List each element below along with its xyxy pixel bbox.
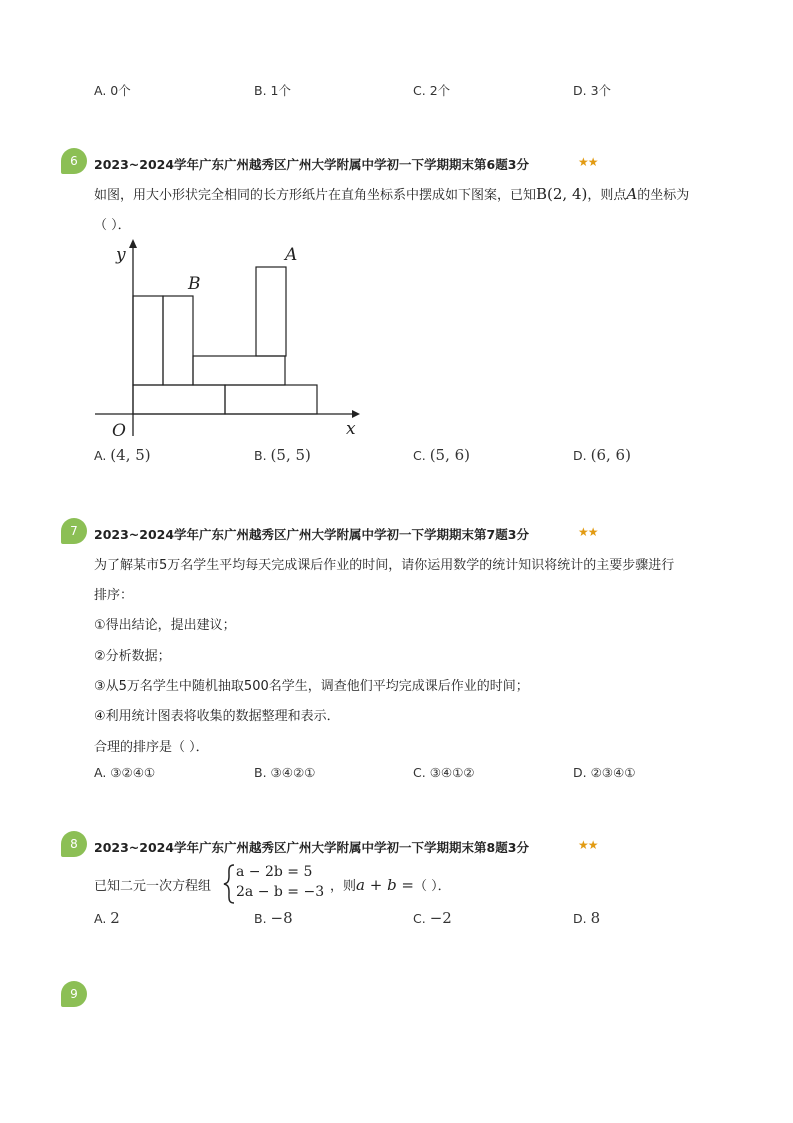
- question-stem: 已知二元一次方程组: [94, 879, 212, 894]
- q7-option-c[interactable]: C. ③④①②: [413, 765, 475, 780]
- rect-bottom-left: [133, 385, 225, 414]
- question-number-badge: 6: [61, 148, 87, 174]
- equation-1: a − 2b = 5: [236, 864, 313, 880]
- difficulty-stars: ★★: [578, 525, 598, 539]
- difficulty-stars: ★★: [578, 838, 598, 852]
- step-2: ②分析数据；: [94, 649, 171, 664]
- point-b-coord: B(2, 4): [536, 185, 588, 203]
- q6-option-d[interactable]: D. (6, 6): [573, 446, 631, 464]
- rect-bottom-right: [225, 385, 317, 414]
- question-header: 2023~2024学年广东广州越秀区广州大学附属中学初一下学期期末第7题3分: [94, 527, 529, 542]
- rect-vertical-a: [256, 267, 286, 356]
- question-stem-line: 排序：: [94, 588, 134, 603]
- step-4: ④利用统计图表将收集的数据整理和表示．: [94, 709, 340, 724]
- question-prompt: 合理的排序是（ ）．: [94, 740, 209, 755]
- question-number-badge: 9: [61, 981, 87, 1007]
- q8-option-d[interactable]: D. 8: [573, 909, 601, 927]
- q8-option-c[interactable]: C. −2: [413, 909, 452, 927]
- x-axis-arrow: [352, 410, 360, 418]
- q7-option-d[interactable]: D. ②③④①: [573, 765, 636, 780]
- question-header: 2023~2024学年广东广州越秀区广州大学附属中学初一下学期期末第8题3分: [94, 840, 529, 855]
- difficulty-stars: ★★: [578, 155, 598, 169]
- label-x: x: [346, 419, 356, 439]
- q7-option-b[interactable]: B. ③④②①: [254, 765, 316, 780]
- coordinate-figure: [90, 238, 370, 444]
- label-y: y: [116, 245, 126, 265]
- step-1: ①得出结论，提出建议；: [94, 618, 236, 633]
- q5-option-c[interactable]: C. 2个: [413, 83, 451, 98]
- rect-vertical-2: [163, 296, 193, 385]
- label-b: B: [188, 274, 201, 294]
- equation-2: 2a − b = −3: [236, 884, 325, 900]
- question-stem: 为了解某市5万名学生平均每天完成课后作业的时间，请你运用数学的统计知识将统计的主要步骤进行: [94, 558, 675, 573]
- question-stem: 如图，用大小形状完全相同的长方形纸片在直角坐标系中摆成如下图案，已知B(2, 4)，则点A的坐标为: [94, 185, 690, 203]
- y-axis-arrow: [129, 239, 137, 248]
- question-stem-tail: ，则a + b =（ ）．: [330, 876, 451, 894]
- question-stem-line2: （ ）．: [94, 218, 131, 233]
- q5-option-a[interactable]: A. 0个: [94, 83, 131, 98]
- step-3: ③从5万名学生中随机抽取500名学生，调查他们平均完成课后作业的时间；: [94, 679, 529, 694]
- rect-vertical-1: [133, 296, 163, 385]
- q5-option-d[interactable]: D. 3个: [573, 83, 612, 98]
- label-o: O: [112, 421, 126, 441]
- left-brace-icon: [222, 864, 236, 904]
- q7-option-a[interactable]: A. ③②④①: [94, 765, 156, 780]
- label-a: A: [285, 245, 298, 265]
- q8-option-a[interactable]: A. 2: [94, 909, 120, 927]
- q6-option-c[interactable]: C. (5, 6): [413, 446, 471, 464]
- rect-middle: [193, 356, 285, 385]
- q8-option-b[interactable]: B. −8: [254, 909, 293, 927]
- question-header: 2023~2024学年广东广州越秀区广州大学附属中学初一下学期期末第6题3分: [94, 157, 529, 172]
- q6-option-a[interactable]: A. (4, 5): [94, 446, 151, 464]
- q5-option-b[interactable]: B. 1个: [254, 83, 291, 98]
- q6-option-b[interactable]: B. (5, 5): [254, 446, 311, 464]
- question-number-badge: 7: [61, 518, 87, 544]
- question-number-badge: 8: [61, 831, 87, 857]
